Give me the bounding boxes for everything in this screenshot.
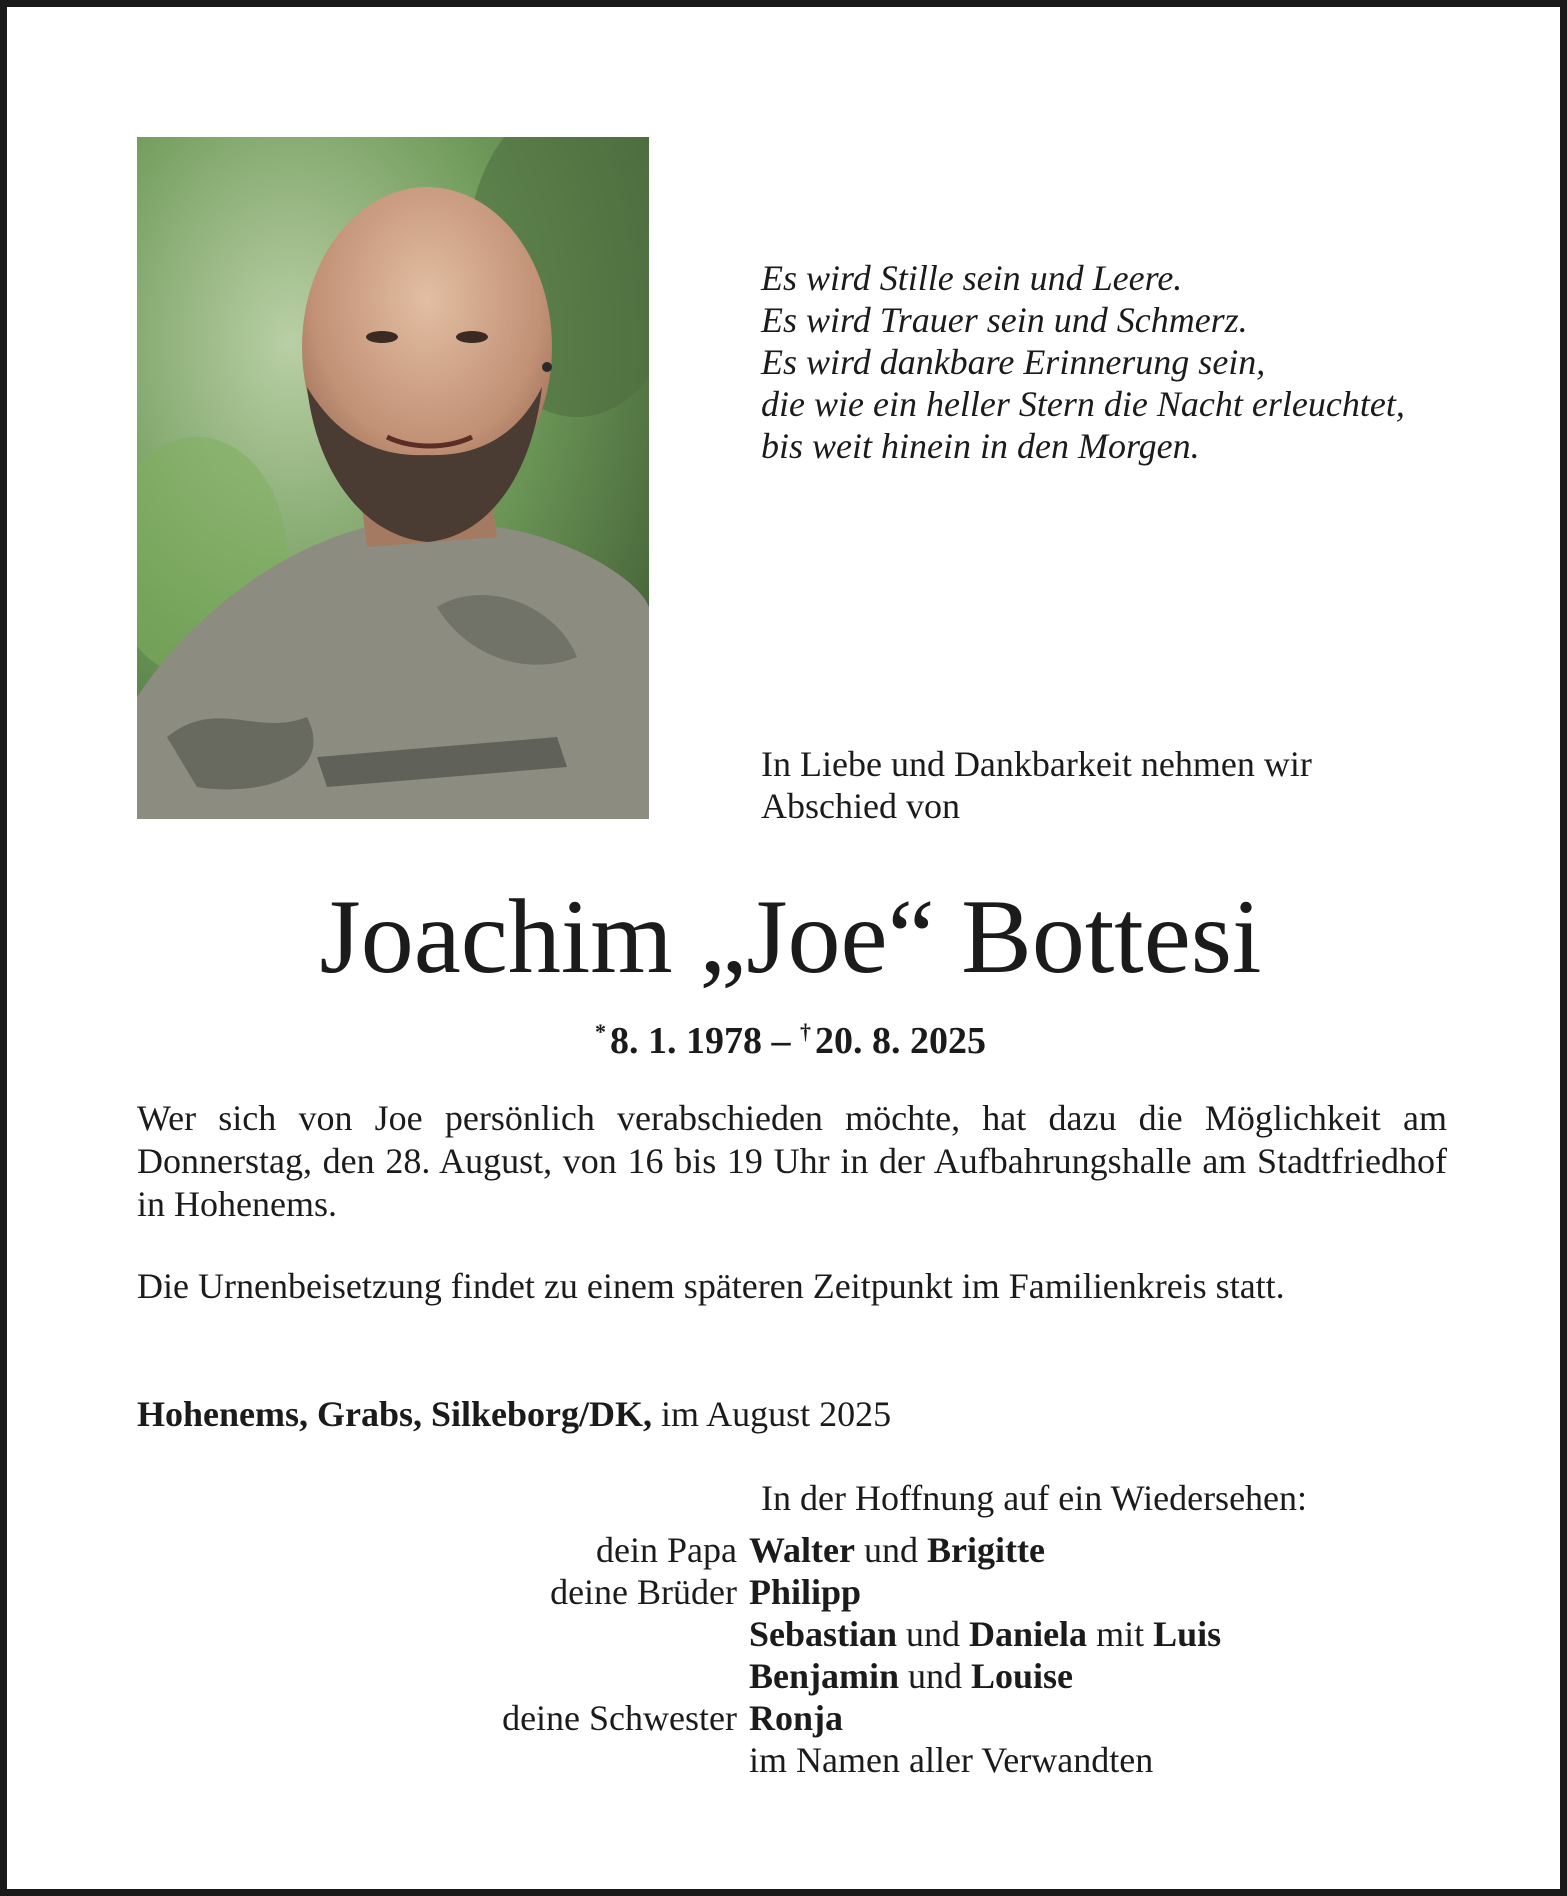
connector: und [854, 1530, 927, 1570]
life-dates [7, 1009, 1567, 1064]
mourner-row [137, 1655, 1467, 1697]
connector: und [897, 1614, 970, 1654]
towns: Hohenems, Grabs, Silkeborg/DK, [137, 1394, 653, 1434]
mourner-names [749, 1571, 861, 1613]
relation-label: deine Brüder [550, 1572, 737, 1612]
relation-label [137, 1655, 749, 1697]
mourner-row [137, 1697, 1467, 1739]
death-date: 20. 8. 2025 [815, 1020, 986, 1062]
mourner-row [137, 1739, 1467, 1781]
mourner-names [749, 1697, 843, 1739]
mourner-name: Ronja [749, 1698, 844, 1738]
farewell-intro [761, 743, 1481, 827]
poem-line: die wie ein heller Stern die Nacht erleuchtet, [761, 384, 1405, 424]
mourner-name: Louise [971, 1656, 1074, 1696]
poem-line: Es wird Stille sein und Leere. [761, 258, 1183, 298]
mourner-name: Benjamin [749, 1656, 900, 1696]
connector: und [899, 1656, 972, 1696]
mourner-names [749, 1655, 1073, 1697]
relation-label [137, 1739, 749, 1781]
hope-line: In der Hoffnung auf ein Wiedersehen: [761, 1478, 1308, 1518]
portrait-photo [137, 137, 649, 819]
relation-label: dein Papa [596, 1530, 737, 1570]
relation-label: deine Schwester [502, 1698, 737, 1738]
poem [761, 257, 1521, 467]
mourner-name: Walter [749, 1530, 855, 1570]
viewing-paragraph: Wer sich von Joe persönlich verabschieden möchte, hat dazu die Möglichkeit am Donnerstag, den 28. August, von 16 bis 19 Uhr in der Aufbahrungshalle am Stadtfriedhof in Hohenems. [137, 1098, 1447, 1224]
mourner-name: Daniela [969, 1614, 1088, 1654]
mourner-name: Brigitte [926, 1530, 1045, 1570]
mourner-name: Sebastian [749, 1614, 898, 1654]
connector: mit [1087, 1614, 1154, 1654]
mourner-names [749, 1613, 1221, 1655]
closing-line: im Namen aller Verwandten [749, 1740, 1154, 1780]
place-date-line [137, 1393, 1437, 1436]
birth-date: 8. 1. 1978 [610, 1020, 762, 1062]
intro-line: In Liebe und Dankbarkeit nehmen wir [761, 744, 1312, 784]
birth-symbol: * [595, 1019, 606, 1044]
relation-label [137, 1613, 749, 1655]
mourner-name: Luis [1153, 1614, 1222, 1654]
date-separator: – [762, 1020, 800, 1062]
intro-line: Abschied von [761, 786, 960, 826]
burial-paragraph: Die Urnenbeisetzung findet zu einem späteren Zeitpunkt im Familienkreis statt. [137, 1266, 1285, 1306]
deceased-name: Joachim „Joe“ Bottesi [319, 878, 1262, 995]
poem-line: Es wird Trauer sein und Schmerz. [761, 300, 1248, 340]
mourner-row [137, 1571, 1467, 1613]
date-text: im August 2025 [652, 1394, 892, 1434]
mourner-row [137, 1529, 1467, 1571]
poem-line: bis weit hinein in den Morgen. [761, 426, 1200, 466]
death-symbol: † [800, 1019, 811, 1044]
mourner-name: Philipp [749, 1572, 862, 1612]
mourner-row [137, 1613, 1467, 1655]
poem-line: Es wird dankbare Erinnerung sein, [761, 342, 1266, 382]
mourners-list [137, 1529, 1467, 1781]
mourner-names [749, 1529, 1045, 1571]
